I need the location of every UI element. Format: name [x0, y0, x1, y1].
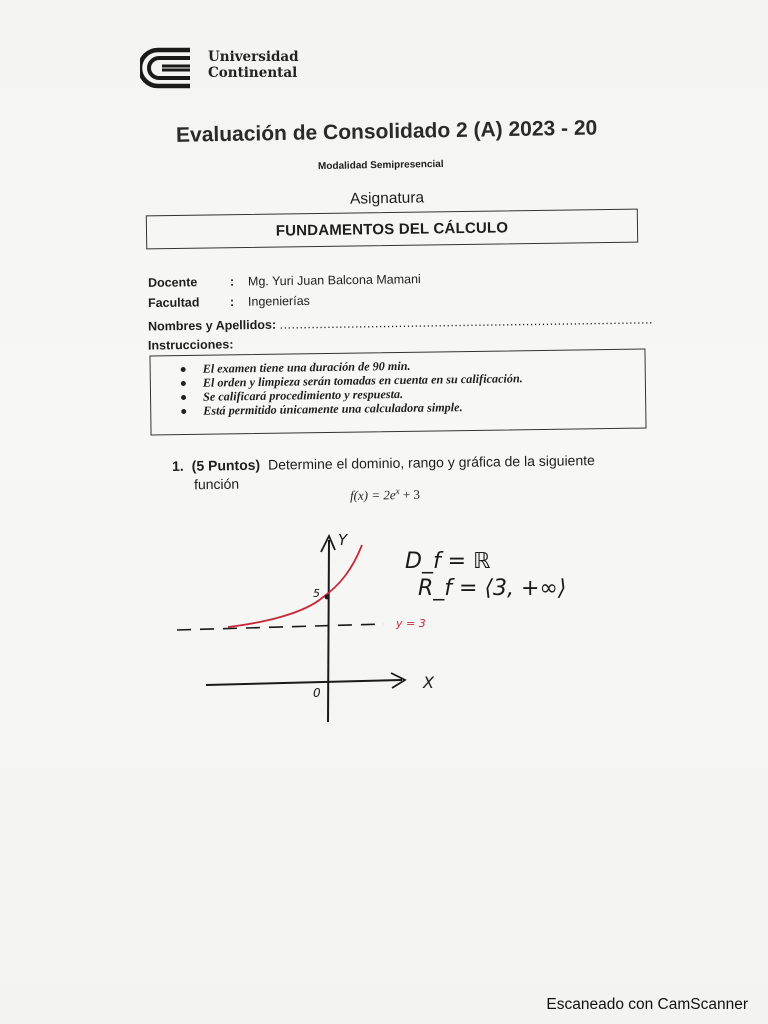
axis-y-label: Y [338, 531, 348, 549]
camscanner-watermark: Escaneado con CamScanner [546, 996, 748, 1013]
facultad-value: Ingenierías [247, 293, 310, 309]
instruction-item: Se calificará procedimiento y respuesta. [203, 384, 645, 404]
y-intercept-point [325, 595, 330, 600]
formula-exponent: x [395, 485, 400, 496]
instruction-item: Está permitido únicamente una calculadora simple. [203, 398, 645, 418]
asymptote-label: y = 3 [396, 617, 426, 630]
range-answer: R_f = ⟨3, +∞⟩ [418, 576, 567, 601]
question-text-2: función [193, 475, 240, 493]
intercept-label: 5 [313, 587, 320, 600]
facultad-colon: : [229, 294, 235, 309]
function-curve [228, 545, 362, 627]
instructions-label: Instrucciones: [147, 337, 234, 353]
modalidad: Modalidad Semipresencial [317, 158, 444, 173]
docente-colon: : [229, 274, 235, 289]
formula-rhs: + 3 [399, 486, 421, 503]
question-number: 1. [171, 457, 184, 474]
question-text: Determine el dominio, rango y gráfica de la siguiente [267, 452, 595, 473]
instruction-item: El orden y limpieza serán tomadas en cuenta en su calificación. [203, 370, 645, 390]
subject-name: FUNDAMENTOS DEL CÁLCULO [275, 218, 509, 240]
docente-label: Docente [147, 275, 198, 290]
axis-x-label: X [423, 673, 434, 692]
nombres-label: Nombres y Apellidos: [147, 317, 277, 334]
origin-label: 0 [313, 686, 321, 700]
question-points: (5 Puntos) [191, 456, 261, 474]
nombres-field[interactable]: .............................................................................................. [279, 312, 654, 332]
domain-answer: D_f = ℝ [405, 549, 491, 574]
x-axis [206, 680, 402, 685]
logo-line1: Universidad [208, 49, 299, 65]
formula-lhs: f(x) = 2e [349, 487, 396, 503]
y-axis [328, 540, 329, 722]
docente-value: Mg. Yuri Juan Balcona Mamani [247, 272, 421, 289]
facultad-label: Facultad [147, 295, 200, 311]
logo-line2: Continental [208, 65, 298, 81]
asymptote-line [177, 624, 384, 630]
exam-title: Evaluación de Consolidado 2 (A) 2023 - 20 [175, 116, 598, 147]
instruction-item: El examen tiene una duración de 90 min. [203, 356, 645, 376]
asignatura-label: Asignatura [349, 189, 425, 208]
